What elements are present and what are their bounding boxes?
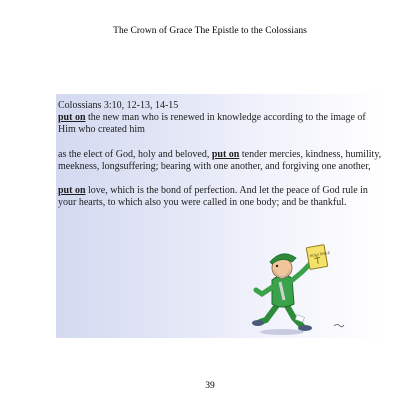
keyword-put-on: put on	[58, 185, 86, 197]
paragraph-2	[58, 149, 384, 173]
paragraph-2-lead: as the elect of God, holy and beloved,	[58, 148, 212, 160]
keyword-put-on: put on	[58, 112, 86, 124]
slide-text	[58, 100, 384, 209]
bible-label: HOLY BIBLE	[309, 250, 331, 259]
paragraph-1-text: the new man who is renewed in knowledge according to the image of Him who created him	[58, 112, 366, 136]
running-man-with-bible-clipart	[242, 242, 352, 336]
paragraph-1	[58, 112, 384, 136]
paragraph-3-text: love, which is the bond of perfection. And let the peace of God rule in your hearts, to which also you were called in one body; and be thankful.	[58, 185, 368, 209]
keyword-put-on: put on	[211, 148, 240, 160]
paragraph-2-text: tender mercies, kindness, humility, meekness, longsuffering; bearing with one another, and forgiving one another,	[58, 148, 382, 172]
page-number: 39	[205, 381, 215, 391]
scripture-slide	[56, 94, 386, 338]
paragraph-3	[58, 185, 384, 209]
scripture-reference: Colossians 3:10, 12-13, 14-15	[58, 100, 179, 111]
page-header-title: The Crown of Grace The Epistle to the Colossians	[113, 26, 307, 36]
